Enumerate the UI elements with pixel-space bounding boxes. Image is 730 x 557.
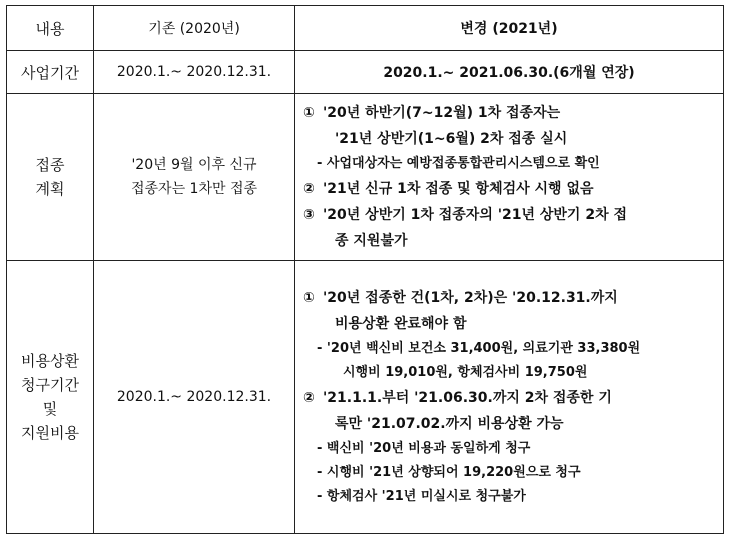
label-line: 및 (42, 400, 58, 418)
plan-item-2: ② '21년 신규 1차 접종 및 항체검사 시행 없음 (303, 181, 594, 197)
billing-item-2-note: - 시행비 '21년 상향되어 19,220원으로 청구 (317, 465, 581, 480)
billing-item-1-note: - '20년 백신비 보건소 31,400원, 의료기관 33,380원 (317, 341, 641, 356)
billing-item-2-note: - 백신비 '20년 비용과 동일하게 청구 (317, 441, 531, 456)
comparison-table (6, 5, 724, 534)
plan-before-line: 접종자는 1차만 접종 (131, 181, 257, 197)
billing-item-2-note: - 항체검사 '21년 미실시로 청구불가 (317, 489, 526, 504)
table-row (7, 261, 724, 534)
label-line: 비용상환 (21, 352, 79, 370)
label-line: 지원비용 (21, 424, 79, 442)
period-after: 2020.1.~ 2021.06.30.(6개월 연장) (295, 51, 724, 94)
billing-item-2: ② '21.1.1.부터 '21.06.30.까지 2차 접종한 기 (303, 390, 612, 406)
plan-item-3-cont: 종 지원불가 (335, 233, 408, 249)
billing-after (295, 261, 724, 534)
header-content: 내용 (7, 6, 94, 51)
plan-after (295, 94, 724, 261)
plan-before-line: '20년 9월 이후 신규 (131, 157, 257, 173)
row-label-plan (7, 94, 94, 261)
billing-item-1-note: 시행비 19,010원, 항체검사비 19,750원 (343, 365, 588, 380)
label-line: 접종 (35, 156, 65, 174)
billing-item-1-cont: 비용상환 완료해야 함 (335, 316, 467, 332)
plan-item-1: ① '20년 하반기(7~12월) 1차 접종자는 (303, 105, 561, 121)
billing-item-1: ① '20년 접종한 건(1차, 2차)은 '20.12.31.까지 (303, 290, 618, 306)
plan-item-1-note: - 사업대상자는 예방접종통합관리시스템으로 확인 (317, 156, 600, 171)
header-row (7, 6, 724, 51)
table-row (7, 51, 724, 94)
row-label-billing (7, 261, 94, 534)
header-after: 변경 (2021년) (295, 6, 724, 51)
header-before: 기존 (2020년) (94, 6, 295, 51)
plan-before (94, 94, 295, 261)
label-line: 계획 (35, 180, 65, 198)
label-line: 청구기간 (21, 376, 79, 394)
period-before: 2020.1.~ 2020.12.31. (94, 51, 295, 94)
plan-item-1-cont: '21년 상반기(1~6월) 2차 접종 실시 (335, 131, 568, 147)
billing-item-2-cont: 록만 '21.07.02.까지 비용상환 가능 (335, 416, 564, 432)
plan-item-3: ③ '20년 상반기 1차 접종자의 '21년 상반기 2차 접 (303, 207, 627, 223)
table-row (7, 94, 724, 261)
billing-before: 2020.1.~ 2020.12.31. (94, 261, 295, 534)
row-label-period: 사업기간 (7, 51, 94, 94)
